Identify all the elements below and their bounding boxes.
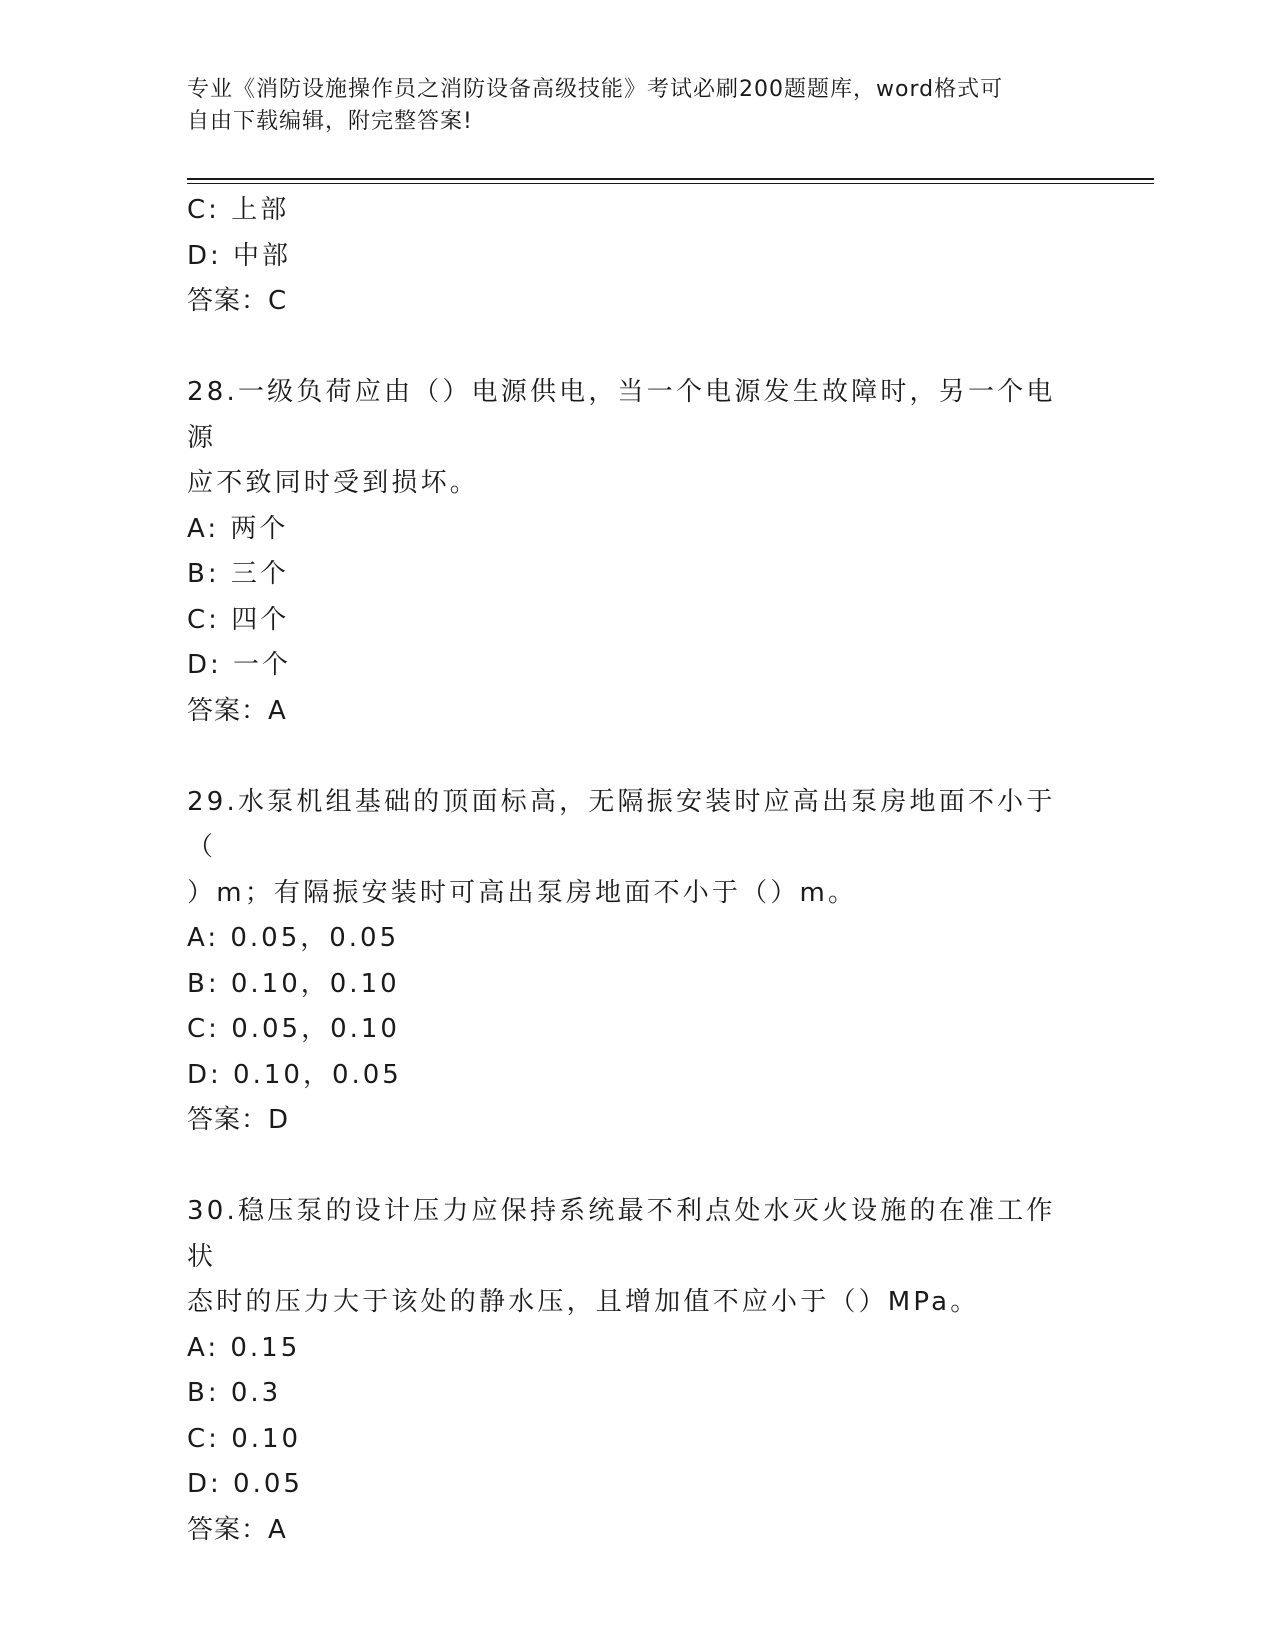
option-label: B: [187, 968, 220, 999]
option-text: 0.05，0.10 [231, 1014, 400, 1044]
option-text: 0.15 [230, 1332, 301, 1363]
option-d [187, 1462, 1087, 1508]
question-number: 29. [187, 786, 238, 817]
answer-label: 答案： [187, 695, 269, 726]
spacer [187, 325, 1087, 371]
option-a [187, 1326, 1087, 1372]
option-b [187, 552, 1087, 598]
option-label: D: [187, 650, 222, 680]
header-line-2: 自由下载编辑，附完整答案! [187, 109, 473, 134]
option-text: 三个 [230, 559, 289, 589]
option-text: 0.05 [233, 1469, 303, 1499]
answer-line [187, 279, 1087, 325]
option-text: 一个 [233, 650, 292, 680]
header-line-1: 专业《消防设施操作员之消防设备高级技能》考试必刷200题题库，word格式可 [187, 77, 1004, 102]
question-text-line-1: 一级负荷应由（）电源供电，当一个电源发生故障时，另一个电源 [187, 377, 1056, 453]
option-label: A: [187, 1332, 220, 1363]
option-text: 两个 [230, 513, 289, 544]
option-d [187, 1053, 1087, 1099]
question-list [187, 188, 1087, 1553]
option-label: C: [187, 604, 220, 635]
option-label: A: [187, 923, 220, 953]
option-text: 0.10，0.10 [230, 968, 400, 999]
option-d [187, 643, 1087, 689]
question-text-line-2: 态时的压力大于该处的静水压，且增加值不应小于（）MPa。 [187, 1287, 980, 1317]
answer-line [187, 689, 1087, 735]
option-c [187, 188, 1087, 234]
option-text: 0.10 [231, 1423, 302, 1454]
header-divider-thin [187, 183, 1154, 184]
spacer [187, 734, 1087, 780]
answer-value: A [268, 1514, 287, 1545]
option-c [187, 1007, 1087, 1053]
option-label: C: [187, 195, 220, 225]
answer-value: D [268, 1105, 290, 1135]
option-c [187, 598, 1087, 644]
option-label: D: [187, 1469, 222, 1499]
option-label: B: [187, 1378, 220, 1408]
answer-value: C [268, 286, 288, 316]
question-number: 28. [187, 377, 238, 407]
question-30 [187, 1189, 1087, 1553]
option-label: D: [187, 1059, 222, 1090]
question-number: 30. [187, 1196, 238, 1226]
answer-value: A [268, 695, 287, 726]
option-a [187, 507, 1087, 553]
option-text: 0.05，0.05 [230, 923, 400, 953]
option-label: C: [187, 1423, 220, 1454]
question-stem [187, 370, 1067, 507]
option-label: B: [187, 559, 220, 589]
option-text: 上部 [231, 195, 290, 225]
option-text: 四个 [231, 604, 290, 635]
answer-line [187, 1098, 1087, 1144]
option-label: C: [187, 1014, 220, 1044]
option-text: 中部 [233, 240, 292, 271]
answer-label: 答案： [187, 1105, 269, 1135]
question-28 [187, 370, 1087, 734]
option-d [187, 234, 1087, 280]
answer-label: 答案： [187, 286, 269, 316]
option-label: D: [187, 240, 222, 271]
option-text: 0.3 [230, 1378, 282, 1408]
question-text-line-1: 稳压泵的设计压力应保持系统最不利点处水灭火设施的在准工作状 [187, 1196, 1056, 1272]
header-divider-thick [187, 178, 1154, 180]
answer-line [187, 1508, 1087, 1554]
answer-label: 答案： [187, 1514, 269, 1545]
option-b [187, 1371, 1087, 1417]
option-text: 0.10，0.05 [233, 1059, 402, 1090]
document-header [187, 74, 1077, 138]
spacer [187, 1144, 1087, 1190]
question-text-line-1: 水泵机组基础的顶面标高，无隔振安装时应高出泵房地面不小于（ [187, 786, 1056, 862]
option-label: A: [187, 513, 220, 544]
option-c [187, 1417, 1087, 1463]
question-text-line-2: ）m；有隔振安装时可高出泵房地面不小于（）m。 [187, 877, 858, 908]
question-27-continuation [187, 188, 1087, 325]
question-text-line-2: 应不致同时受到损坏。 [187, 468, 480, 498]
option-b [187, 962, 1087, 1008]
question-stem [187, 780, 1067, 917]
option-a [187, 916, 1087, 962]
question-29 [187, 780, 1087, 1144]
question-stem [187, 1189, 1067, 1326]
